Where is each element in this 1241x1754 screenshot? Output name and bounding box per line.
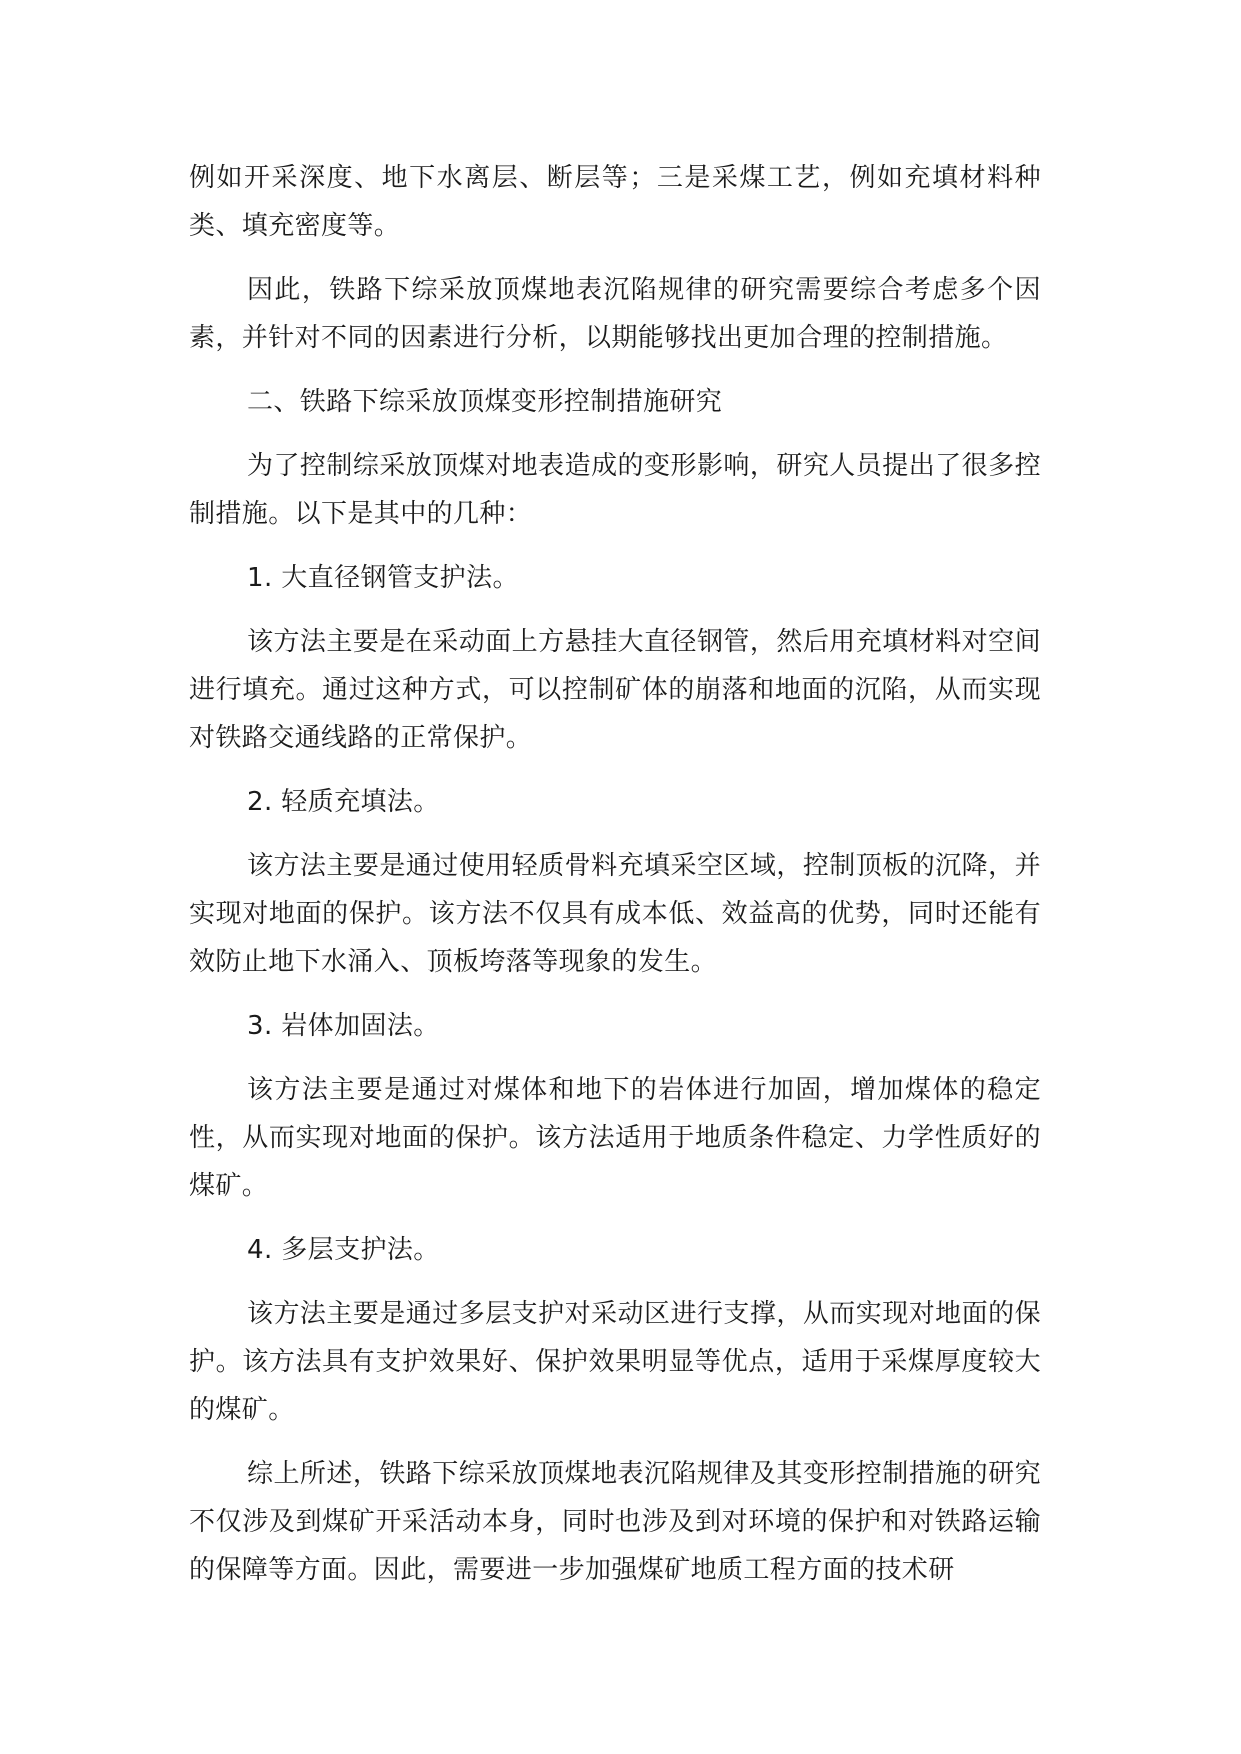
paragraph-2: 因此，铁路下综采放顶煤地表沉陷规律的研究需要综合考虑多个因素，并针对不同的因素进行分析，以期能够找出更加合理的控制措施。 xyxy=(189,275,1041,353)
method-heading-4: 4. 多层支护法。 xyxy=(247,1235,440,1265)
method-description-4: 该方法主要是通过多层支护对采动区进行支撑，从而实现对地面的保护。该方法具有支护效果好、保护效果明显等优点，适用于采煤厚度较大的煤矿。 xyxy=(189,1299,1041,1425)
method-description-3: 该方法主要是通过对煤体和地下的岩体进行加固，增加煤体的稳定性，从而实现对地面的保护。该方法适用于地质条件稳定、力学性质好的煤矿。 xyxy=(189,1075,1041,1201)
method-heading-3: 3. 岩体加固法。 xyxy=(247,1011,440,1041)
method-description-2: 该方法主要是通过使用轻质骨料充填采空区域，控制顶板的沉降，并实现对地面的保护。该方法不仅具有成本低、效益高的优势，同时还能有效防止地下水涌入、顶板垮落等现象的发生。 xyxy=(189,851,1041,977)
paragraph-intro: 为了控制综采放顶煤对地表造成的变形影响，研究人员提出了很多控制措施。以下是其中的几种： xyxy=(189,451,1041,529)
section-heading: 二、铁路下综采放顶煤变形控制措施研究 xyxy=(247,387,723,417)
method-heading-1: 1. 大直径钢管支护法。 xyxy=(247,563,519,593)
document-body xyxy=(189,154,1041,1610)
method-description-1: 该方法主要是在采动面上方悬挂大直径钢管，然后用充填材料对空间进行填充。通过这种方式，可以控制矿体的崩落和地面的沉陷，从而实现对铁路交通线路的正常保护。 xyxy=(189,627,1041,753)
method-heading-2: 2. 轻质充填法。 xyxy=(247,787,440,817)
paragraph-conclusion: 综上所述，铁路下综采放顶煤地表沉陷规律及其变形控制措施的研究不仅涉及到煤矿开采活动本身，同时也涉及到对环境的保护和对铁路运输的保障等方面。因此，需要进一步加强煤矿地质工程方面的技术研 xyxy=(189,1459,1041,1585)
paragraph-1: 例如开采深度、地下水离层、断层等；三是采煤工艺，例如充填材料种类、填充密度等。 xyxy=(189,163,1041,241)
